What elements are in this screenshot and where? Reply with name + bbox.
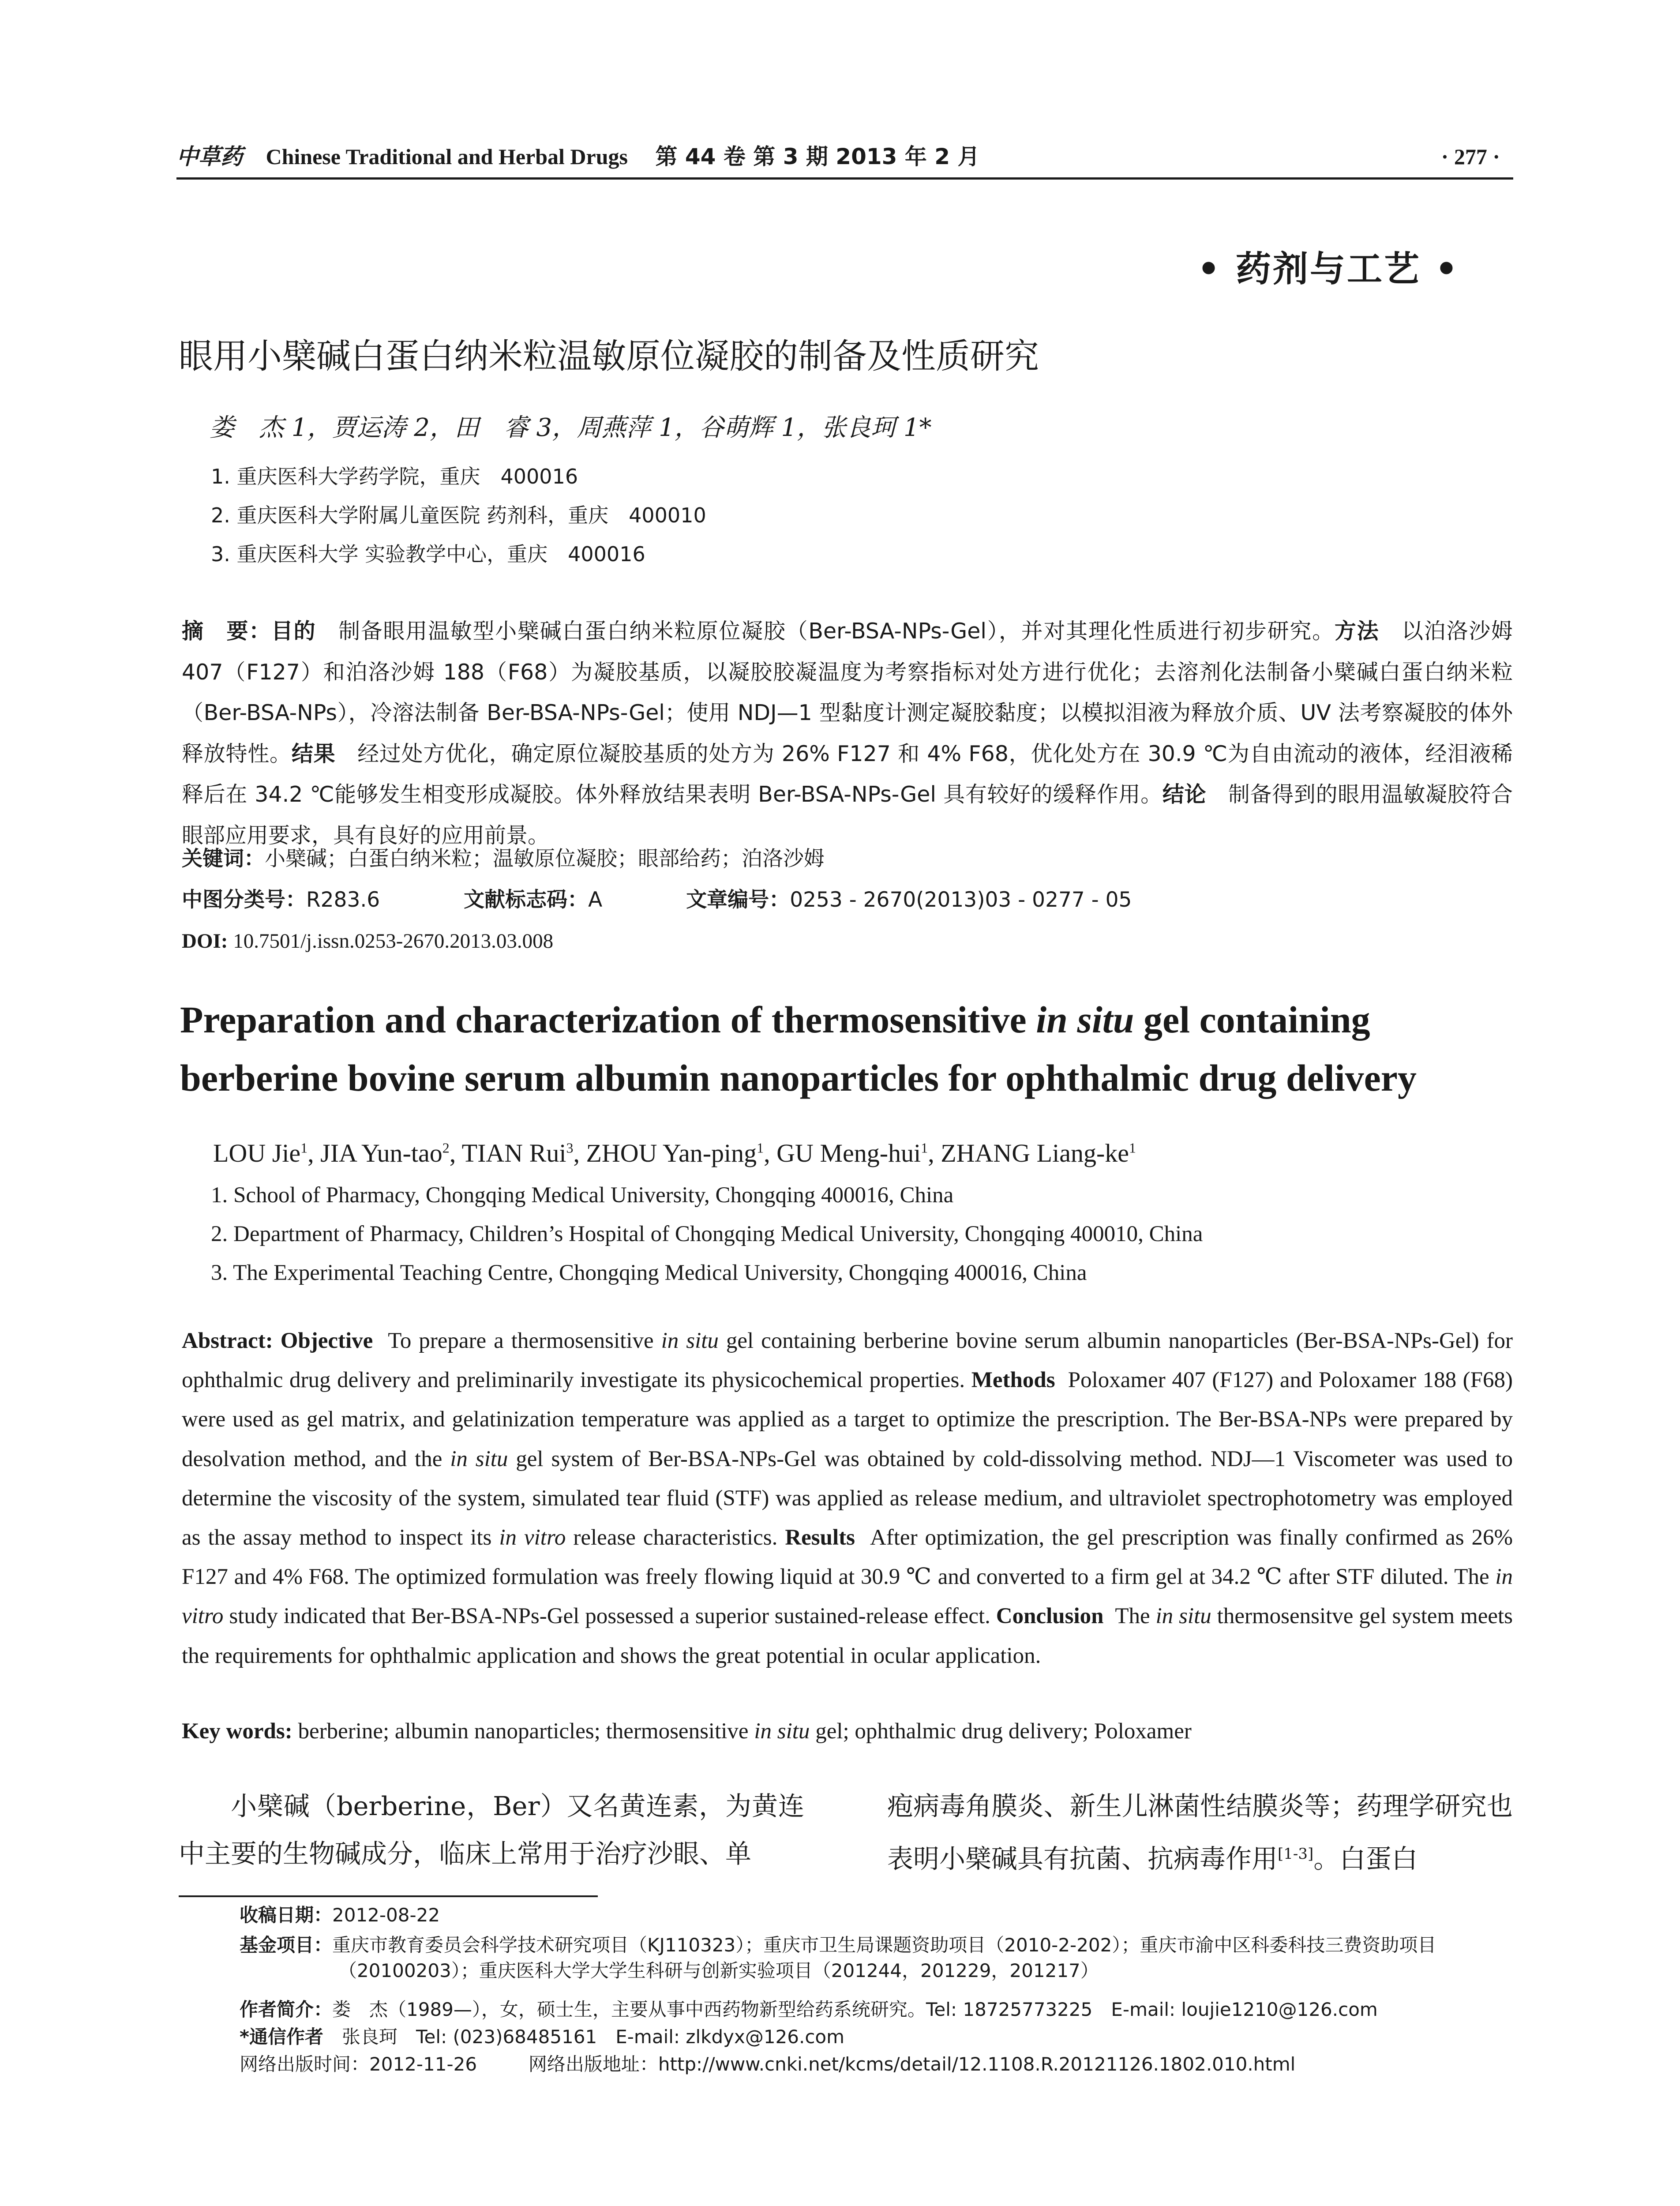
corr-label: *通信作者 xyxy=(240,2026,323,2048)
corresponding-author xyxy=(240,2024,844,2050)
journal-name-cn: 中草药 xyxy=(176,143,243,169)
en-objective-label: Objective xyxy=(280,1328,373,1353)
en-italic: in situ xyxy=(1155,1604,1211,1629)
cn-title: 眼用小檗碱白蛋白纳米粒温敏原位凝胶的制备及性质研究 xyxy=(179,337,1039,376)
author-name: LOU Jie xyxy=(213,1139,301,1168)
author-sup: 3 xyxy=(566,1140,574,1156)
en-italic: in vitro xyxy=(499,1525,566,1550)
body-text: 。白蛋白 xyxy=(1313,1843,1418,1874)
author xyxy=(213,1139,308,1167)
en-results-label: Results xyxy=(785,1525,855,1550)
bio-label: 作者简介： xyxy=(240,1999,333,2020)
doc-code-label: 文献标志码： xyxy=(464,888,589,912)
cn-methods-label: 方法 xyxy=(1334,619,1380,644)
author-name: JIA Yun-tao xyxy=(320,1139,442,1168)
cn-keywords-line xyxy=(182,846,825,872)
en-objective: gel containing berberine bovine serum albumin nanoparticles (Ber-BSA-NPs-Gel) for ophthalmic drug delivery and preliminarily investigate its physicochemical properties. xyxy=(182,1328,1513,1393)
classification-line xyxy=(182,887,1132,913)
citation-ref: [1-3] xyxy=(1278,1845,1314,1863)
author-sup: 1 xyxy=(1129,1140,1136,1156)
received-date xyxy=(240,1902,440,1928)
cn-abstract xyxy=(182,611,1513,856)
clc-code: R283.6 xyxy=(306,888,380,912)
en-methods: release characteristics. xyxy=(566,1525,778,1550)
author-bio xyxy=(240,1997,1378,2022)
en-title xyxy=(180,990,1526,1107)
cn-objective-label: 目的 xyxy=(271,619,316,644)
en-title-part: Preparation and characterization of thermosensitive xyxy=(180,998,1036,1041)
section-tag: • 药剂与工艺 • xyxy=(1197,248,1459,289)
cn-results-label: 结果 xyxy=(291,741,336,766)
author-sup: 2 xyxy=(442,1140,450,1156)
cn-conclusion-label: 结论 xyxy=(1162,782,1207,807)
fund-label: 基金项目： xyxy=(240,1934,333,1956)
cn-results: 经过处方优化，确定原位凝胶基质的处方为 26% F127 和 4% F68，优化处方在 30.9 ℃为自由流动的液体，经泪液稀释后在 34.2 ℃能够发生相变形成凝胶。体外释放结果表明 Ber-BSA-NPs-Gel 具有较好的缓释作用。 xyxy=(182,741,1513,807)
article-no-label: 文章编号： xyxy=(686,888,790,912)
author xyxy=(586,1139,764,1167)
en-methods-label: Methods xyxy=(971,1368,1055,1393)
en-conclusion-label: Conclusion xyxy=(996,1604,1104,1629)
en-keywords-line xyxy=(182,1718,1192,1745)
clc-label: 中图分类号： xyxy=(182,888,306,912)
en-conclusion: thermosensitve gel system meets the requirements for ophthalmic application and shows the great potential in ocular application. xyxy=(182,1604,1513,1668)
en-keywords: berberine; albumin nanoparticles; thermosensitive xyxy=(298,1719,754,1744)
en-authors: LOU Jie$^1$, JIA Yun-tao$^2$, TIAN Rui$^3$, ZHOU Yan-ping$^1$, GU Meng-hui$^1$, ZHANG Liang-$ke^1$ xyxy=(213,1139,1136,1168)
received-label: 收稿日期： xyxy=(240,1904,333,1926)
doc-code: A xyxy=(588,888,603,912)
fund-text: 重庆市教育委员会科学技术研究项目（KJ110323）；重庆市卫生局课题资助项目（2010-2-202）；重庆市渝中区科委科技三费资助项目（20100203）；重庆医科大学大学生科研与创新实验项目（201244，201229，201217） xyxy=(332,1934,1436,1981)
body-column-left: 小檗碱（berberine，Ber）又名黄连素，为黄连中主要的生物碱成分，临床上常用于治疗沙眼、单 xyxy=(179,1791,804,1869)
footnote-rule xyxy=(179,1895,598,1897)
en-abstract-label: Abstract: xyxy=(182,1328,273,1353)
online-date: 2012-11-26 xyxy=(369,2053,477,2075)
cn-affiliation: 1. 重庆医科大学药学院，重庆 400016 xyxy=(211,465,578,488)
page-number: · 277 · xyxy=(1441,144,1500,169)
cn-abstract-label: 摘 要： xyxy=(182,619,271,644)
en-methods: Poloxamer 407 (F127) and Poloxamer 188 (F68) were used as gel matrix, and gelatinization temperature was applied as a target to optimize the prescription. The Ber-BSA-NPs were prepared by desolvation method, and the xyxy=(182,1368,1513,1471)
issue-info: 第 44 卷 第 3 期 2013 年 2 月 xyxy=(655,144,980,169)
body-text: 疱病毒角膜炎、新生儿淋菌性结膜炎等；药理学研究也表明小檗碱具有抗菌、抗病毒作用 xyxy=(887,1791,1513,1874)
en-conclusion: The xyxy=(1115,1604,1156,1629)
online-label: 网络出版时间： xyxy=(240,2053,370,2075)
cn-keywords: 小檗碱；白蛋白纳米粒；温敏原位凝胶；眼部给药；泊洛沙姆 xyxy=(265,847,825,871)
cn-keywords-label: 关键词： xyxy=(182,847,265,871)
author xyxy=(462,1139,574,1167)
en-italic: in situ xyxy=(661,1328,719,1353)
en-affiliation: 2. Department of Pharmacy, Children’s Hospital of Chongqing Medical University, Chongqing 400010, China xyxy=(211,1222,1203,1246)
en-italic: in situ xyxy=(450,1446,508,1471)
cn-conclusion: 制备得到的眼用温敏凝胶符合眼部应用要求，具有良好的应用前景。 xyxy=(182,782,1513,848)
doi-value: 10.7501/j.issn.0253-2670.2013.03.008 xyxy=(233,930,554,953)
author-name: GU Meng-hui xyxy=(776,1139,921,1168)
cn-methods: 以泊洛沙姆 407（F127）和泊洛沙姆 188（F68）为凝胶基质，以凝胶胶凝温度为考察指标对处方进行优化；去溶剂化法制备小檗碱白蛋白纳米粒（Ber-BSA-NPs），冷溶法制备 Ber-BSA-NPs-Gel；使用 NDJ—1 型黏度计测定凝胶黏度；以模拟泪液为释放介质、UV 法考察凝胶的体外释放特性。 xyxy=(182,619,1513,766)
en-italic: in situ xyxy=(754,1719,810,1744)
author-sup: 1 xyxy=(757,1140,764,1156)
en-abstract xyxy=(182,1321,1513,1676)
en-italic: in vitro xyxy=(182,1564,1513,1629)
corr-text: 张良珂 Tel: (023)68485161 E-mail: zlkdyx@126.com xyxy=(341,2026,845,2048)
journal-name-en: Chinese Traditional and Herbal Drugs xyxy=(266,144,628,169)
author xyxy=(320,1139,450,1167)
article-no: 0253 - 2670(2013)03 - 0277 - 05 xyxy=(790,888,1132,912)
author-name: ZHOU Yan-ping xyxy=(586,1139,757,1168)
en-results: After optimization, the gel prescription was finally confirmed as 26% F127 and 4% F68. The optimized formulation was freely flowing liquid at 30.9 ℃ and converted to a firm gel at 34.2 ℃ after STF diluted. The xyxy=(182,1525,1513,1590)
author xyxy=(941,1139,1136,1167)
en-keywords: gel; ophthalmic drug delivery; Poloxamer xyxy=(810,1719,1192,1744)
online-publish xyxy=(240,2052,1295,2077)
bio-text: 娄 杰（1989—），女，硕士生，主要从事中西药物新型给药系统研究。Tel: 18725773225 E-mail: loujie1210@126.com xyxy=(332,1999,1378,2020)
author-sup: 1 xyxy=(300,1140,308,1156)
doi-label: DOI: xyxy=(182,930,228,953)
cn-authors: 娄 杰 1，贾运涛 2，田 睿 3，周燕萍 1，谷萌辉 1，张良珂 1* xyxy=(210,413,932,442)
cn-affiliation: 3. 重庆医科大学 实验教学中心，重庆 400016 xyxy=(211,542,645,566)
en-objective: To prepare a thermosensitive xyxy=(388,1328,661,1353)
author-sup: 1 xyxy=(921,1140,928,1156)
en-keywords-label: Key words: xyxy=(182,1719,292,1744)
header-rule xyxy=(176,177,1513,180)
en-title-italic: in situ xyxy=(1036,998,1134,1041)
running-header xyxy=(176,143,1500,170)
author-name: ZHANG Liang-ke xyxy=(941,1139,1129,1168)
cn-objective: 制备眼用温敏型小檗碱白蛋白纳米粒原位凝胶（Ber-BSA-NPs-Gel），并对其理化性质进行初步研究。 xyxy=(338,619,1335,644)
en-affiliation: 3. The Experimental Teaching Centre, Chongqing Medical University, Chongqing 400016, China xyxy=(211,1261,1087,1285)
cn-affiliation: 2. 重庆医科大学附属儿童医院 药剂科，重庆 400010 xyxy=(211,503,706,527)
url-label: 网络出版地址： xyxy=(528,2053,658,2075)
en-title-part: gel containing berberine bovine serum albumin nanoparticles for ophthalmic drug delivery xyxy=(180,998,1417,1099)
online-url: http://www.cnki.net/kcms/detail/12.1108.R.20121126.1802.010.html xyxy=(658,2053,1296,2075)
body-column-right xyxy=(887,1782,1513,1883)
doi-line xyxy=(182,928,553,954)
funding xyxy=(240,1932,1515,1984)
author xyxy=(776,1139,928,1167)
received-value: 2012-08-22 xyxy=(332,1904,440,1926)
author-name: TIAN Rui xyxy=(461,1139,566,1168)
en-results: study indicated that Ber-BSA-NPs-Gel possessed a superior sustained-release effect. xyxy=(223,1604,990,1629)
en-affiliation: 1. School of Pharmacy, Chongqing Medical University, Chongqing 400016, China xyxy=(211,1183,954,1208)
en-methods: gel system of Ber-BSA-NPs-Gel was obtained by cold-dissolving method. NDJ—1 Viscometer was used to determine the viscosity of the system, simulated tear fluid (STF) was applied as release medium, and ultraviolet spectrophotometry was employed as the assay method to inspect its xyxy=(182,1446,1513,1550)
